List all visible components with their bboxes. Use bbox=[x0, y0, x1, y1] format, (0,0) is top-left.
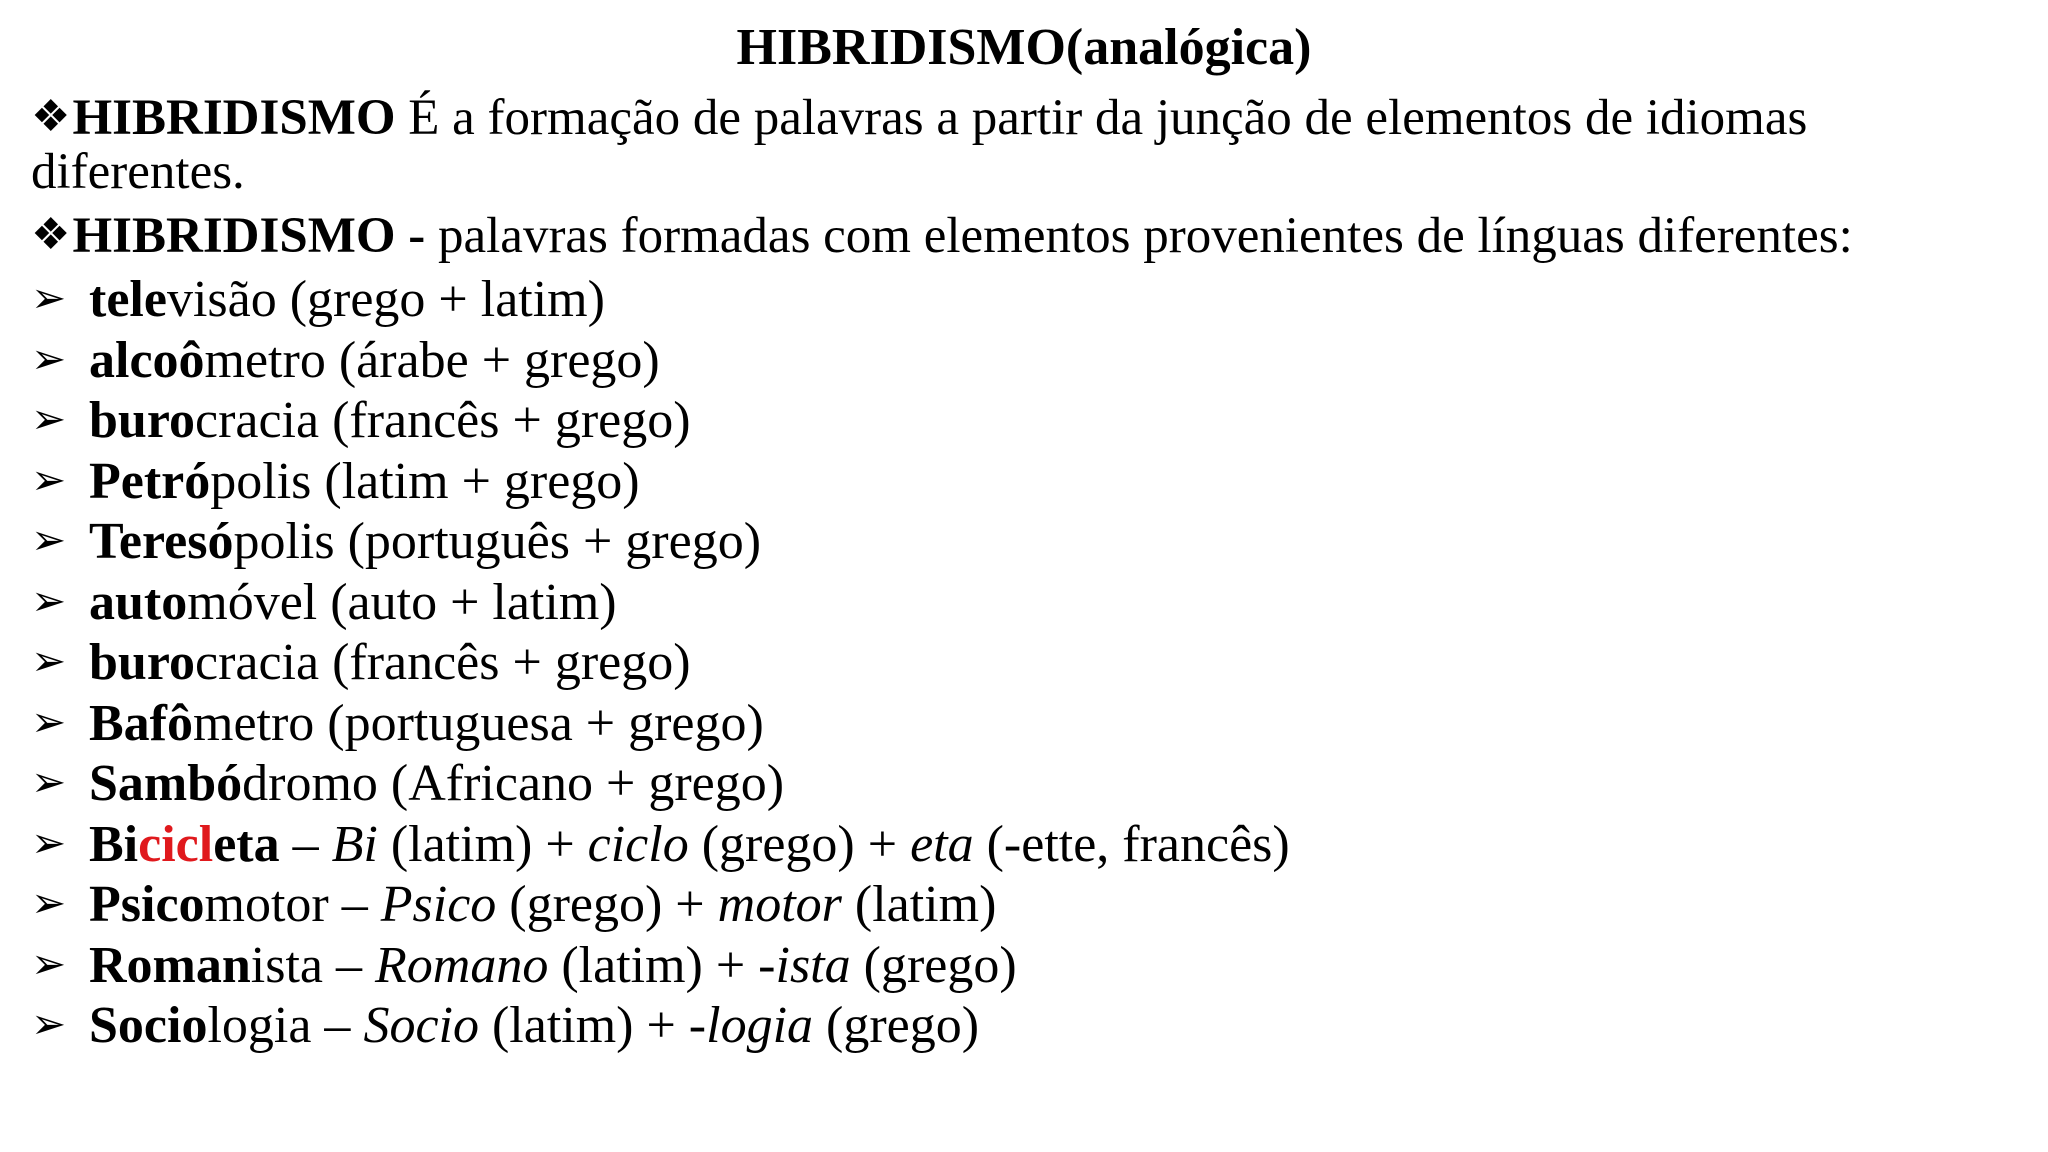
example-text: (latim) + - bbox=[548, 936, 776, 994]
example-text: metro (portuguesa + grego) bbox=[193, 694, 764, 752]
definition-paragraph-2 bbox=[31, 210, 2021, 264]
arrow-bullet-icon: ➢ bbox=[31, 1002, 67, 1048]
definition-text: palavras formadas com elementos provenientes de línguas diferentes: bbox=[425, 208, 1853, 264]
example-element: Socio bbox=[363, 997, 479, 1054]
example-element: Psico bbox=[380, 876, 497, 933]
example-item bbox=[31, 815, 1290, 876]
arrow-bullet-icon: ➢ bbox=[31, 518, 67, 564]
example-item bbox=[31, 633, 1290, 694]
arrow-bullet-icon: ➢ bbox=[31, 276, 67, 322]
example-text: (latim) + bbox=[377, 815, 588, 873]
arrow-bullet-icon: ➢ bbox=[31, 760, 67, 806]
example-word-root: Bafô bbox=[89, 694, 193, 752]
example-text: dromo (Africano + grego) bbox=[242, 755, 785, 812]
example-text: (grego) + bbox=[688, 815, 911, 873]
example-word-root: tele bbox=[89, 271, 167, 328]
example-text: (-ette, francês) bbox=[973, 815, 1290, 873]
example-word-root: cicl bbox=[138, 815, 214, 873]
arrow-bullet-icon: ➢ bbox=[31, 699, 67, 746]
example-text: ista – bbox=[250, 936, 376, 994]
example-text: polis (português + grego) bbox=[233, 513, 762, 570]
example-word-root: auto bbox=[89, 573, 188, 631]
example-element: motor bbox=[717, 876, 842, 933]
example-text: visão (grego + latim) bbox=[166, 271, 605, 328]
example-word-root: alcoô bbox=[89, 331, 205, 389]
example-word-root: Socio bbox=[89, 997, 208, 1054]
example-item bbox=[31, 331, 1290, 392]
diamond-bullet-icon: ❖ bbox=[31, 92, 71, 141]
example-word-root: Psico bbox=[89, 876, 205, 933]
example-text: (grego) + bbox=[496, 876, 718, 933]
arrow-bullet-icon: ➢ bbox=[31, 881, 67, 927]
arrow-bullet-icon: ➢ bbox=[31, 578, 67, 625]
example-text: móvel (auto + latim) bbox=[187, 573, 617, 631]
arrow-bullet-icon: ➢ bbox=[31, 336, 67, 383]
example-text: cracia (francês + grego) bbox=[194, 634, 691, 691]
arrow-bullet-icon: ➢ bbox=[31, 457, 67, 504]
example-text: (latim) + - bbox=[478, 997, 707, 1054]
example-word-root: Petró bbox=[89, 452, 211, 510]
example-item bbox=[31, 996, 1290, 1057]
example-text: logia – bbox=[207, 997, 364, 1054]
example-element: Romano bbox=[375, 936, 549, 994]
slide-title: HIBRIDISMO(analógica) bbox=[736, 19, 1312, 76]
example-element: Bi bbox=[331, 815, 378, 873]
example-item bbox=[31, 391, 1290, 452]
arrow-bullet-icon: ➢ bbox=[31, 397, 67, 443]
definition-term: HIBRIDISMO - bbox=[72, 208, 426, 264]
arrow-bullet-icon: ➢ bbox=[31, 639, 67, 685]
example-element: eta bbox=[910, 815, 974, 873]
example-text: – bbox=[279, 815, 332, 873]
example-item bbox=[31, 573, 1290, 634]
example-item bbox=[31, 512, 1290, 573]
example-item bbox=[31, 875, 1290, 936]
arrow-bullet-icon: ➢ bbox=[31, 941, 67, 988]
example-word-root: Bi bbox=[89, 815, 139, 873]
example-text: (grego) bbox=[850, 936, 1017, 994]
definition-term: HIBRIDISMO bbox=[72, 90, 396, 146]
example-item bbox=[31, 270, 1290, 331]
example-word-root: buro bbox=[89, 634, 195, 691]
examples-list bbox=[31, 270, 1290, 1057]
example-text: (grego) bbox=[813, 997, 980, 1054]
example-item bbox=[31, 754, 1290, 815]
example-word-root: Sambó bbox=[89, 755, 243, 812]
example-text: (latim) bbox=[841, 876, 997, 933]
example-element: ista bbox=[775, 936, 851, 994]
example-word-root: buro bbox=[89, 392, 195, 449]
example-item bbox=[31, 936, 1290, 997]
example-item bbox=[31, 694, 1290, 755]
example-text: metro (árabe + grego) bbox=[204, 331, 660, 389]
example-text: polis (latim + grego) bbox=[210, 452, 640, 510]
example-element: ciclo bbox=[587, 815, 689, 873]
definition-paragraph-1 bbox=[31, 92, 2021, 198]
example-text: motor – bbox=[204, 876, 381, 933]
diamond-bullet-icon: ❖ bbox=[31, 210, 71, 259]
arrow-bullet-icon: ➢ bbox=[31, 820, 67, 867]
example-element: logia bbox=[706, 997, 814, 1054]
example-word-root: Teresó bbox=[89, 513, 234, 570]
definition-text: É a formação de palavras a partir da junção de elementos de idiomas diferentes. bbox=[31, 90, 1808, 200]
example-word-root: Roman bbox=[89, 936, 251, 994]
example-item bbox=[31, 452, 1290, 513]
example-text: cracia (francês + grego) bbox=[194, 392, 691, 449]
example-word-root: eta bbox=[213, 815, 280, 873]
